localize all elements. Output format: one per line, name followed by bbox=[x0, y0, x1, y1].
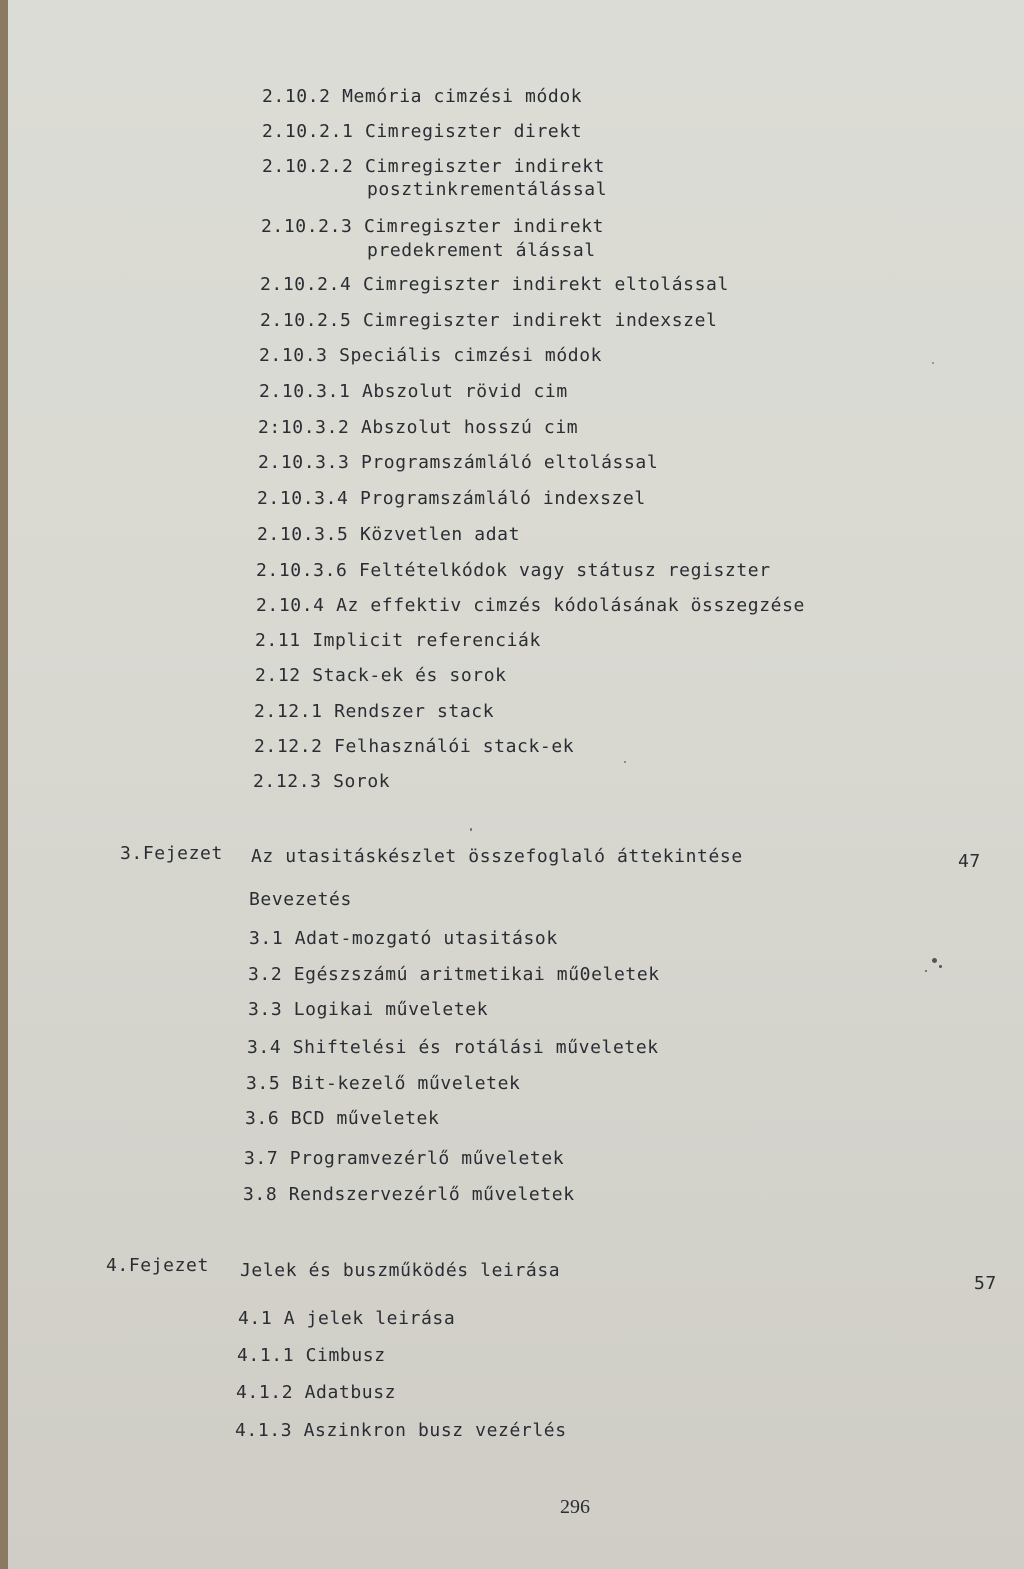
toc-entry: 2.10.3.1 Abszolut rövid cim bbox=[259, 381, 568, 402]
paper-speck bbox=[925, 970, 927, 972]
paper-speck bbox=[624, 761, 626, 763]
toc-entry: 2.10.2.5 Cimregiszter indirekt indexszel bbox=[260, 310, 718, 331]
toc-entry: 2.10.2.2 Cimregiszter indirekt bbox=[262, 156, 606, 177]
toc-entry: 3.2 Egészszámú aritmetikai mű0eletek bbox=[248, 964, 660, 985]
toc-entry: 2.10.3.5 Közvetlen adat bbox=[257, 524, 521, 545]
toc-entry: 3.3 Logikai műveletek bbox=[248, 999, 489, 1020]
toc-entry: 2.12 Stack-ek és sorok bbox=[255, 665, 507, 686]
toc-entry: 2.10.4 Az effektiv cimzés kódolásának összegzése bbox=[256, 595, 805, 616]
toc-entry-continuation: predekrement álással bbox=[367, 240, 596, 261]
toc-entry: 3.6 BCD műveletek bbox=[245, 1108, 440, 1129]
toc-entry: 3.5 Bit-kezelő műveletek bbox=[246, 1073, 521, 1094]
chapter-4-page: 57 bbox=[974, 1273, 997, 1294]
chapter-3-label: 3.Fejezet bbox=[120, 843, 223, 864]
toc-entry: 2.12.3 Sorok bbox=[253, 771, 391, 792]
toc-entry: 4.1.2 Adatbusz bbox=[236, 1382, 397, 1403]
paper-speck bbox=[939, 965, 942, 968]
toc-entry: 3.1 Adat-mozgató utasitások bbox=[249, 928, 558, 949]
toc-entry: 2.10.3.4 Programszámláló indexszel bbox=[257, 488, 646, 509]
toc-entry: 3.7 Programvezérlő műveletek bbox=[244, 1148, 565, 1169]
toc-entry: 2.10.3.6 Feltételkódok vagy státusz regiszter bbox=[256, 560, 771, 581]
toc-entry: 2.10.2.3 Cimregiszter indirekt bbox=[261, 216, 605, 237]
toc-entry-continuation: posztinkrementálással bbox=[367, 179, 608, 200]
toc-entry: 2.10.3.3 Programszámláló eltolással bbox=[258, 452, 659, 473]
toc-entry: 3.4 Shiftelési és rotálási műveletek bbox=[247, 1037, 659, 1058]
toc-entry: 2.10.2 Memória cimzési módok bbox=[262, 86, 583, 107]
document-page bbox=[8, 0, 1024, 1569]
toc-entry: 2.12.1 Rendszer stack bbox=[254, 701, 495, 722]
chapter-3-title: Az utasitáskészlet összefoglaló áttekintése bbox=[251, 846, 743, 867]
page-number: 296 bbox=[560, 1496, 590, 1518]
toc-entry: 2.10.2.4 Cimregiszter indirekt eltolással bbox=[260, 274, 729, 295]
toc-entry: 4.1.3 Aszinkron busz vezérlés bbox=[235, 1420, 567, 1441]
toc-entry: 4.1.1 Cimbusz bbox=[237, 1345, 386, 1366]
toc-entry: 2.11 Implicit referenciák bbox=[255, 630, 541, 651]
paper-speck bbox=[470, 828, 472, 831]
chapter-3-page: 47 bbox=[958, 851, 981, 872]
chapter-4-title: Jelek és buszműködés leirása bbox=[240, 1260, 561, 1281]
toc-entry: 3.8 Rendszervezérlő műveletek bbox=[243, 1184, 575, 1205]
toc-entry: 4.1 A jelek leirása bbox=[238, 1308, 456, 1329]
chapter-4-label: 4.Fejezet bbox=[106, 1255, 209, 1276]
toc-entry: 2.10.2.1 Cimregiszter direkt bbox=[262, 121, 583, 142]
toc-entry: 2.12.2 Felhasználói stack-ek bbox=[254, 736, 575, 757]
paper-speck bbox=[932, 362, 934, 364]
toc-entry: 2.10.3 Speciális cimzési módok bbox=[259, 345, 603, 366]
chapter-3-intro: Bevezetés bbox=[249, 889, 352, 910]
toc-entry: 2:10.3.2 Abszolut hosszú cim bbox=[258, 417, 579, 438]
paper-speck bbox=[932, 958, 937, 963]
